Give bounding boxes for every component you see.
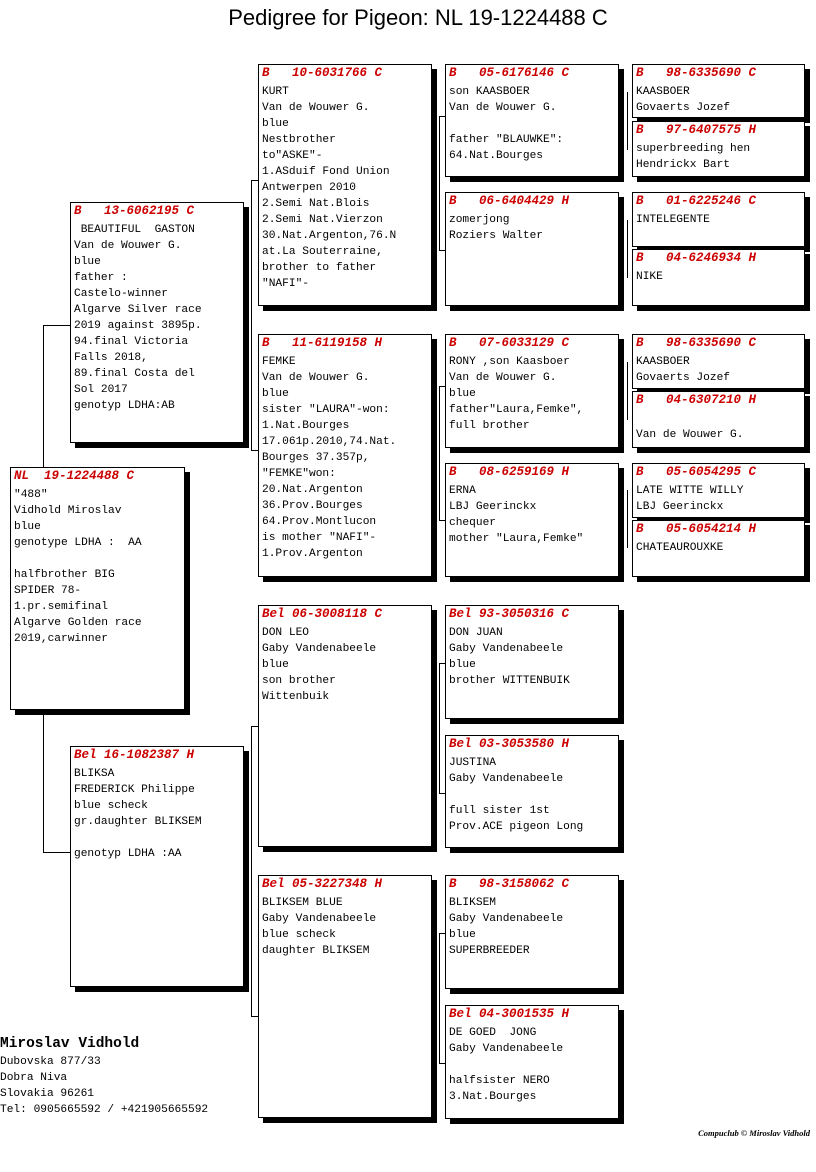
ring-number: B 05-6176146 C (449, 66, 570, 80)
pigeon-card-dss[interactable] (445, 605, 619, 719)
pigeon-details: Van de Wouwer G. (636, 429, 744, 441)
connector-line (627, 490, 628, 548)
pigeon-card-sds[interactable] (445, 334, 619, 448)
pigeon-details: ERNA LBJ Geerinckx chequer mother "Laura,Femke" (449, 485, 584, 545)
pigeon-card-sddd[interactable] (632, 520, 805, 577)
connector-line (43, 709, 44, 852)
connector-line (251, 1016, 258, 1017)
connector-line (43, 852, 70, 853)
ring-number: Bel 04-3001535 H (449, 1007, 570, 1021)
pigeon-details: CHATEAUROUXKE (636, 542, 724, 554)
pigeon-details: superbreeding hen Hendrickx Bart (636, 143, 751, 171)
pigeon-details: son KAASBOER Van de Wouwer G. father "BLAUWKE": 64.Nat.Bourges (449, 86, 564, 162)
pigeon-card-sss[interactable] (445, 64, 619, 177)
pigeon-card-sire-sire[interactable] (258, 64, 432, 306)
ring-number: B 04-6307210 H (636, 393, 757, 407)
pigeon-details: BLIKSEM BLUE Gaby Vandenabeele blue scheck daughter BLIKSEM (262, 897, 377, 957)
pigeon-card-dsd[interactable] (445, 735, 619, 848)
ring-number: B 04-6246934 H (636, 251, 757, 265)
connector-line (43, 325, 70, 326)
pigeon-card-sire[interactable] (70, 202, 244, 443)
ring-number: B 08-6259169 H (449, 465, 570, 479)
pigeon-card-dam-sire[interactable] (258, 605, 432, 847)
pigeon-details: "488" Vidhold Miroslav blue genotype LDHA : AA halfbrother BIG SPIDER 78- 1.pr.semifinal Algarve Golden race 2019,carwinner (14, 489, 142, 645)
ring-number: B 05-6054214 H (636, 522, 757, 536)
ring-number: Bel 06-3008118 C (262, 607, 383, 621)
ring-number: B 98-6335690 C (636, 66, 757, 80)
pigeon-details: FEMKE Van de Wouwer G. blue sister "LAURA"-won: 1.Nat.Bourges 17.061p.2010,74.Nat. Bourges 37.357p, "FEMKE"won: 20.Nat.Argenton 36.Prov.Bourges 64.Prov.Montlucon is mother "NAFI"- 1.Prov.Argenton (262, 356, 397, 560)
pigeon-card-sdd[interactable] (445, 463, 619, 577)
ring-number: B 10-6031766 C (262, 66, 383, 80)
ring-number: NL 19-1224488 C (14, 469, 135, 483)
ring-number: B 98-3158062 C (449, 877, 570, 891)
pigeon-card-dam[interactable] (70, 746, 244, 987)
connector-line (627, 92, 628, 150)
owner-address-block (0, 1034, 208, 1118)
pigeon-card-ddd[interactable] (445, 1005, 619, 1119)
connector-line (251, 180, 252, 450)
connector-line (439, 933, 440, 1063)
connector-line (251, 726, 252, 1016)
connector-line (439, 663, 440, 793)
pigeon-details: KURT Van de Wouwer G. blue Nestbrother to"ASKE"- 1.ASduif Fond Union Antwerpen 2010 2.Semi Nat.Blois 2.Semi Nat.Vierzon 30.Nat.Argenton,76.N at.La Souterraine, brother to father "NAFI"- (262, 86, 397, 290)
pigeon-card-ssss[interactable] (632, 64, 805, 118)
pigeon-details: DON JUAN Gaby Vandenabeele blue brother WITTENBUIK (449, 627, 570, 687)
pigeon-card-sire-dam[interactable] (258, 334, 432, 577)
pigeon-details: DON LEO Gaby Vandenabeele blue son brother Wittenbuik (262, 627, 377, 703)
ring-number: B 01-6225246 C (636, 194, 757, 208)
ring-number: B 97-6407575 H (636, 123, 757, 137)
pigeon-card-sssd[interactable] (632, 121, 805, 177)
pigeon-details: LATE WITTE WILLY LBJ Geerinckx (636, 485, 744, 513)
owner-country: Slovakia 96261 (0, 1088, 94, 1100)
pigeon-details: KAASBOER Govaerts Jozef (636, 86, 730, 114)
page-title: Pedigree for Pigeon: NL 19-1224488 C (228, 5, 608, 30)
pigeon-card-dam-dam[interactable] (258, 875, 432, 1118)
pigeon-card-sdds[interactable] (632, 463, 805, 518)
ring-number: B 07-6033129 C (449, 336, 570, 350)
pigeon-card-ssds[interactable] (632, 192, 805, 247)
pigeon-details: KAASBOER Govaerts Jozef (636, 356, 730, 384)
ring-number: B 98-6335690 C (636, 336, 757, 350)
pigeon-card-subject[interactable] (10, 467, 185, 710)
ring-number: Bel 05-3227348 H (262, 877, 383, 891)
ring-number: Bel 16-1082387 H (74, 748, 195, 762)
connector-line (43, 325, 44, 468)
connector-line (251, 180, 258, 181)
connector-line (627, 220, 628, 278)
pigeon-details: JUSTINA Gaby Vandenabeele full sister 1st Prov.ACE pigeon Long (449, 757, 584, 833)
connector-line (627, 362, 628, 420)
pigeon-card-sdsd[interactable] (632, 391, 805, 448)
pigeon-card-ssdd[interactable] (632, 249, 805, 306)
pigeon-details: BLIKSA FREDERICK Philippe blue scheck gr.daughter BLIKSEM genotyp LDHA :AA (74, 768, 202, 860)
pigeon-details: NIKE (636, 271, 663, 283)
connector-line (439, 116, 440, 250)
software-credit: Compuclub © Miroslav Vidhold (698, 1128, 810, 1138)
pigeon-details: BEAUTIFUL GASTON Van de Wouwer G. blue father : Castelo-winner Algarve Silver race 2019 against 3895p. 94.final Victoria Falls 2018, 89.final Costa del Sol 2017 genotyp LDHA:AB (74, 224, 202, 412)
ring-number: Bel 93-3050316 C (449, 607, 570, 621)
owner-phone: Tel: 0905665592 / +421905665592 (0, 1104, 209, 1116)
connector-line (251, 726, 258, 727)
pigeon-details: DE GOED JONG Gaby Vandenabeele halfsister NERO 3.Nat.Bourges (449, 1027, 564, 1103)
ring-number: B 06-6404429 H (449, 194, 570, 208)
pigeon-card-dds[interactable] (445, 875, 619, 989)
pigeon-details: zomerjong Roziers Walter (449, 214, 543, 242)
connector-line (251, 450, 258, 451)
owner-city: Dobra Niva (0, 1072, 68, 1084)
pigeon-details: BLIKSEM Gaby Vandenabeele blue SUPERBREEDER (449, 897, 564, 957)
pigeon-details: INTELEGENTE (636, 214, 710, 226)
pigeon-card-ssd[interactable] (445, 192, 619, 306)
connector-line (439, 386, 440, 520)
owner-street: Dubovska 877/33 (0, 1056, 101, 1068)
pigeon-card-sdss[interactable] (632, 334, 805, 389)
ring-number: B 13-6062195 C (74, 204, 195, 218)
ring-number: B 11-6119158 H (262, 336, 383, 350)
owner-name: Miroslav Vidhold (0, 1036, 140, 1052)
pigeon-details: RONY ,son Kaasboer Van de Wouwer G. blue father"Laura,Femke", full brother (449, 356, 584, 432)
ring-number: B 05-6054295 C (636, 465, 757, 479)
ring-number: Bel 03-3053580 H (449, 737, 570, 751)
